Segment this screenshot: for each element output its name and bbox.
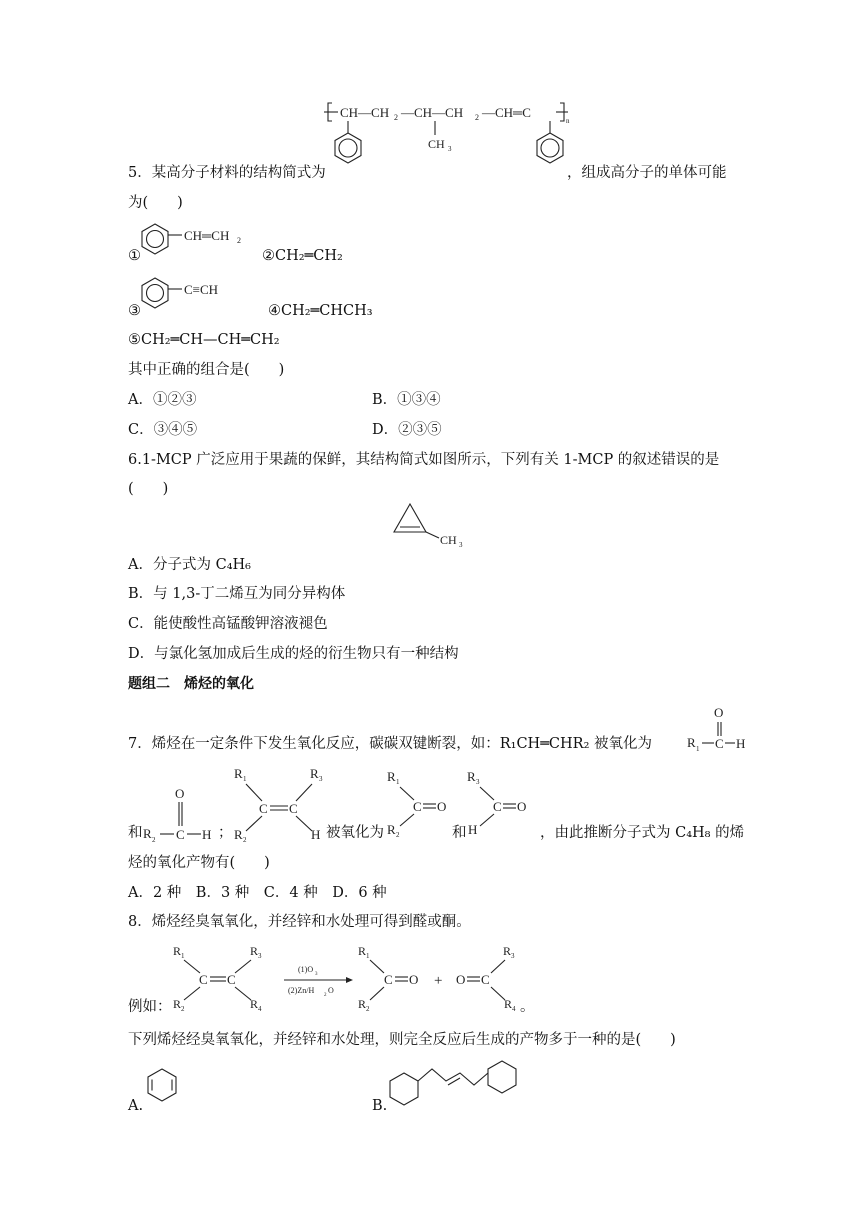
q6-option-d[interactable]: D．与氯化氢加成后生成的烃的衍生物只有一种结构 (128, 646, 459, 662)
svg-text:H: H (736, 736, 746, 751)
poly-seg2: —CH—CH (401, 105, 464, 120)
poly-n: n (566, 117, 570, 125)
svg-text:O: O (437, 799, 447, 814)
svg-text:2: 2 (396, 831, 400, 839)
polymer-structure (322, 95, 582, 185)
q7-stem-a: 7．烯烃在一定条件下发生氧化反应，碳碳双键断裂，如：R₁CH═CHR₂ 被氧化为 (128, 736, 653, 752)
methylcyclopropene-structure (392, 500, 482, 550)
q8-period: 。 (520, 999, 535, 1015)
svg-text:(2)Zn/H: (2)Zn/H (288, 986, 315, 995)
q8-example-prefix: 例如： (128, 999, 172, 1015)
svg-text:3: 3 (315, 972, 318, 977)
svg-text:O: O (714, 705, 724, 720)
q7-stem-b: ，由此推断分子式为 C₄H₈ 的烯 (540, 825, 745, 841)
poly-sub2: 2 (475, 113, 479, 122)
q6-methyl-sub: 3 (459, 541, 463, 549)
aldehyde-r1-structure (686, 700, 746, 755)
svg-text:1: 1 (366, 952, 370, 960)
svg-text:+: + (434, 973, 443, 989)
svg-text:C: C (199, 972, 208, 987)
q5-option-b[interactable]: B．①③④ (372, 392, 441, 408)
q5-stem-b: ，组成高分子的单体可能 (567, 165, 727, 181)
q6-option-c[interactable]: C．能使酸性高锰酸钾溶液褪色 (128, 616, 328, 632)
svg-text:R: R (234, 827, 243, 842)
svg-text:2: 2 (243, 836, 247, 844)
poly-methyl-sub: 3 (448, 145, 452, 153)
cyclohexadiene-structure (146, 1066, 186, 1110)
mono1-mark: ① (128, 248, 141, 264)
q7-stem-c: 烃的氧化产物有( ) (128, 855, 270, 871)
poly-sub1: 2 (394, 113, 398, 122)
svg-text:2: 2 (152, 836, 156, 844)
poly-seg1: CH—CH (340, 105, 390, 120)
svg-text:3: 3 (319, 775, 323, 783)
svg-text:4: 4 (512, 1005, 516, 1013)
svg-text:R: R (387, 769, 396, 784)
svg-text:C: C (227, 972, 236, 987)
styrene-structure (140, 222, 255, 266)
svg-text:3: 3 (476, 778, 480, 786)
svg-text:H: H (202, 827, 212, 842)
q5-option-a[interactable]: A．①②③ (128, 392, 197, 408)
svg-text:2: 2 (324, 993, 327, 998)
svg-text:R: R (503, 944, 512, 958)
svg-text:R: R (173, 997, 182, 1011)
svg-text:C: C (715, 736, 724, 751)
svg-text:O: O (456, 972, 466, 987)
q6-option-a[interactable]: A．分子式为 C₄H₆ (128, 557, 251, 573)
svg-text:R: R (143, 826, 152, 841)
svg-text:1: 1 (696, 745, 700, 753)
q8-option-b-label[interactable]: B. (372, 1098, 388, 1114)
svg-text:C: C (481, 972, 490, 987)
mono3-label: C≡CH (184, 282, 219, 297)
svg-text:R: R (173, 944, 182, 958)
svg-text:R: R (250, 944, 259, 958)
q6-stem-a: 6.1-MCP 广泛应用于果蔬的保鲜，其结构简式如图所示，下列有关 1-MCP 的叙述错误的是 (128, 452, 720, 468)
q5-prompt: 其中正确的组合是( ) (128, 362, 285, 378)
mono2: ②CH₂═CH₂ (262, 248, 343, 264)
svg-text:2: 2 (366, 1005, 370, 1013)
svg-text:R: R (250, 997, 259, 1011)
section-title: 题组二 烯烃的氧化 (128, 676, 254, 692)
svg-text:R: R (358, 944, 367, 958)
svg-text:R: R (687, 735, 696, 750)
svg-text:R: R (310, 766, 319, 781)
svg-text:C: C (289, 801, 298, 816)
q6-stem-b: ( ) (128, 481, 169, 497)
svg-text:R: R (234, 766, 243, 781)
svg-text:C: C (493, 799, 502, 814)
dicyclohexylbutene-structure (388, 1058, 538, 1108)
mono3-mark: ③ (128, 303, 141, 319)
q8-stem-a: 8．烯烃经臭氧氧化，并经锌和水处理可得到醛或酮。 (128, 914, 471, 930)
q7-options[interactable]: A．2 种 B．3 种 C．4 种 D．6 种 (128, 885, 387, 901)
poly-methyl: CH (428, 137, 445, 151)
q7-oxidized-to: 被氧化为 (326, 825, 384, 841)
svg-text:2: 2 (181, 1005, 185, 1013)
aldehyde-r3-structure (464, 768, 534, 840)
svg-text:R: R (387, 822, 396, 837)
q7-and-word: 和 (452, 825, 467, 841)
svg-text:C: C (384, 972, 393, 987)
q5-stem-c: 为( ) (128, 195, 183, 211)
q7-and-prefix: 和 (128, 825, 143, 841)
ketone-structure (384, 768, 454, 840)
mono5: ⑤CH₂═CH—CH═CH₂ (128, 332, 280, 348)
svg-text:C: C (259, 801, 268, 816)
phenylacetylene-structure (140, 276, 250, 320)
q8-question: 下列烯烃经臭氧氧化，并经锌和水处理，则完全反应后生成的产物多于一种的是( ) (128, 1032, 676, 1048)
svg-text:R: R (467, 769, 476, 784)
svg-text:3: 3 (258, 952, 262, 960)
svg-text:3: 3 (511, 952, 515, 960)
svg-text:H: H (311, 827, 321, 842)
svg-text:1: 1 (181, 952, 185, 960)
svg-text:1: 1 (243, 775, 247, 783)
svg-text:O: O (175, 786, 185, 801)
q6-option-b[interactable]: B．与 1,3-丁二烯互为同分异构体 (128, 586, 346, 602)
svg-text:O: O (409, 972, 419, 987)
q5-option-c[interactable]: C．③④⑤ (128, 422, 198, 438)
mono1-sub: 2 (237, 236, 241, 245)
svg-text:H: H (468, 822, 478, 837)
poly-seg3: —CH═C (482, 105, 531, 120)
mono4: ④CH₂═CHCH₃ (268, 303, 373, 319)
svg-text:C: C (413, 799, 422, 814)
svg-text:R: R (358, 997, 367, 1011)
svg-text:1: 1 (396, 778, 400, 786)
svg-text:O: O (517, 799, 527, 814)
svg-text:O: O (328, 986, 334, 995)
svg-text:C: C (176, 827, 185, 842)
svg-text:(1)O: (1)O (298, 965, 314, 974)
svg-text:R: R (504, 997, 513, 1011)
q6-methyl: CH (440, 533, 457, 547)
q5-stem-a: 5．某高分子材料的结构简式为 (128, 165, 326, 181)
svg-text:4: 4 (258, 1005, 262, 1013)
q5-option-d[interactable]: D．②③⑤ (372, 422, 442, 438)
alkene-structure (230, 765, 330, 843)
mono1-label: CH═CH (184, 228, 230, 243)
q7-semicolon: ； (218, 825, 233, 841)
q8-option-a-label[interactable]: A. (128, 1098, 144, 1114)
